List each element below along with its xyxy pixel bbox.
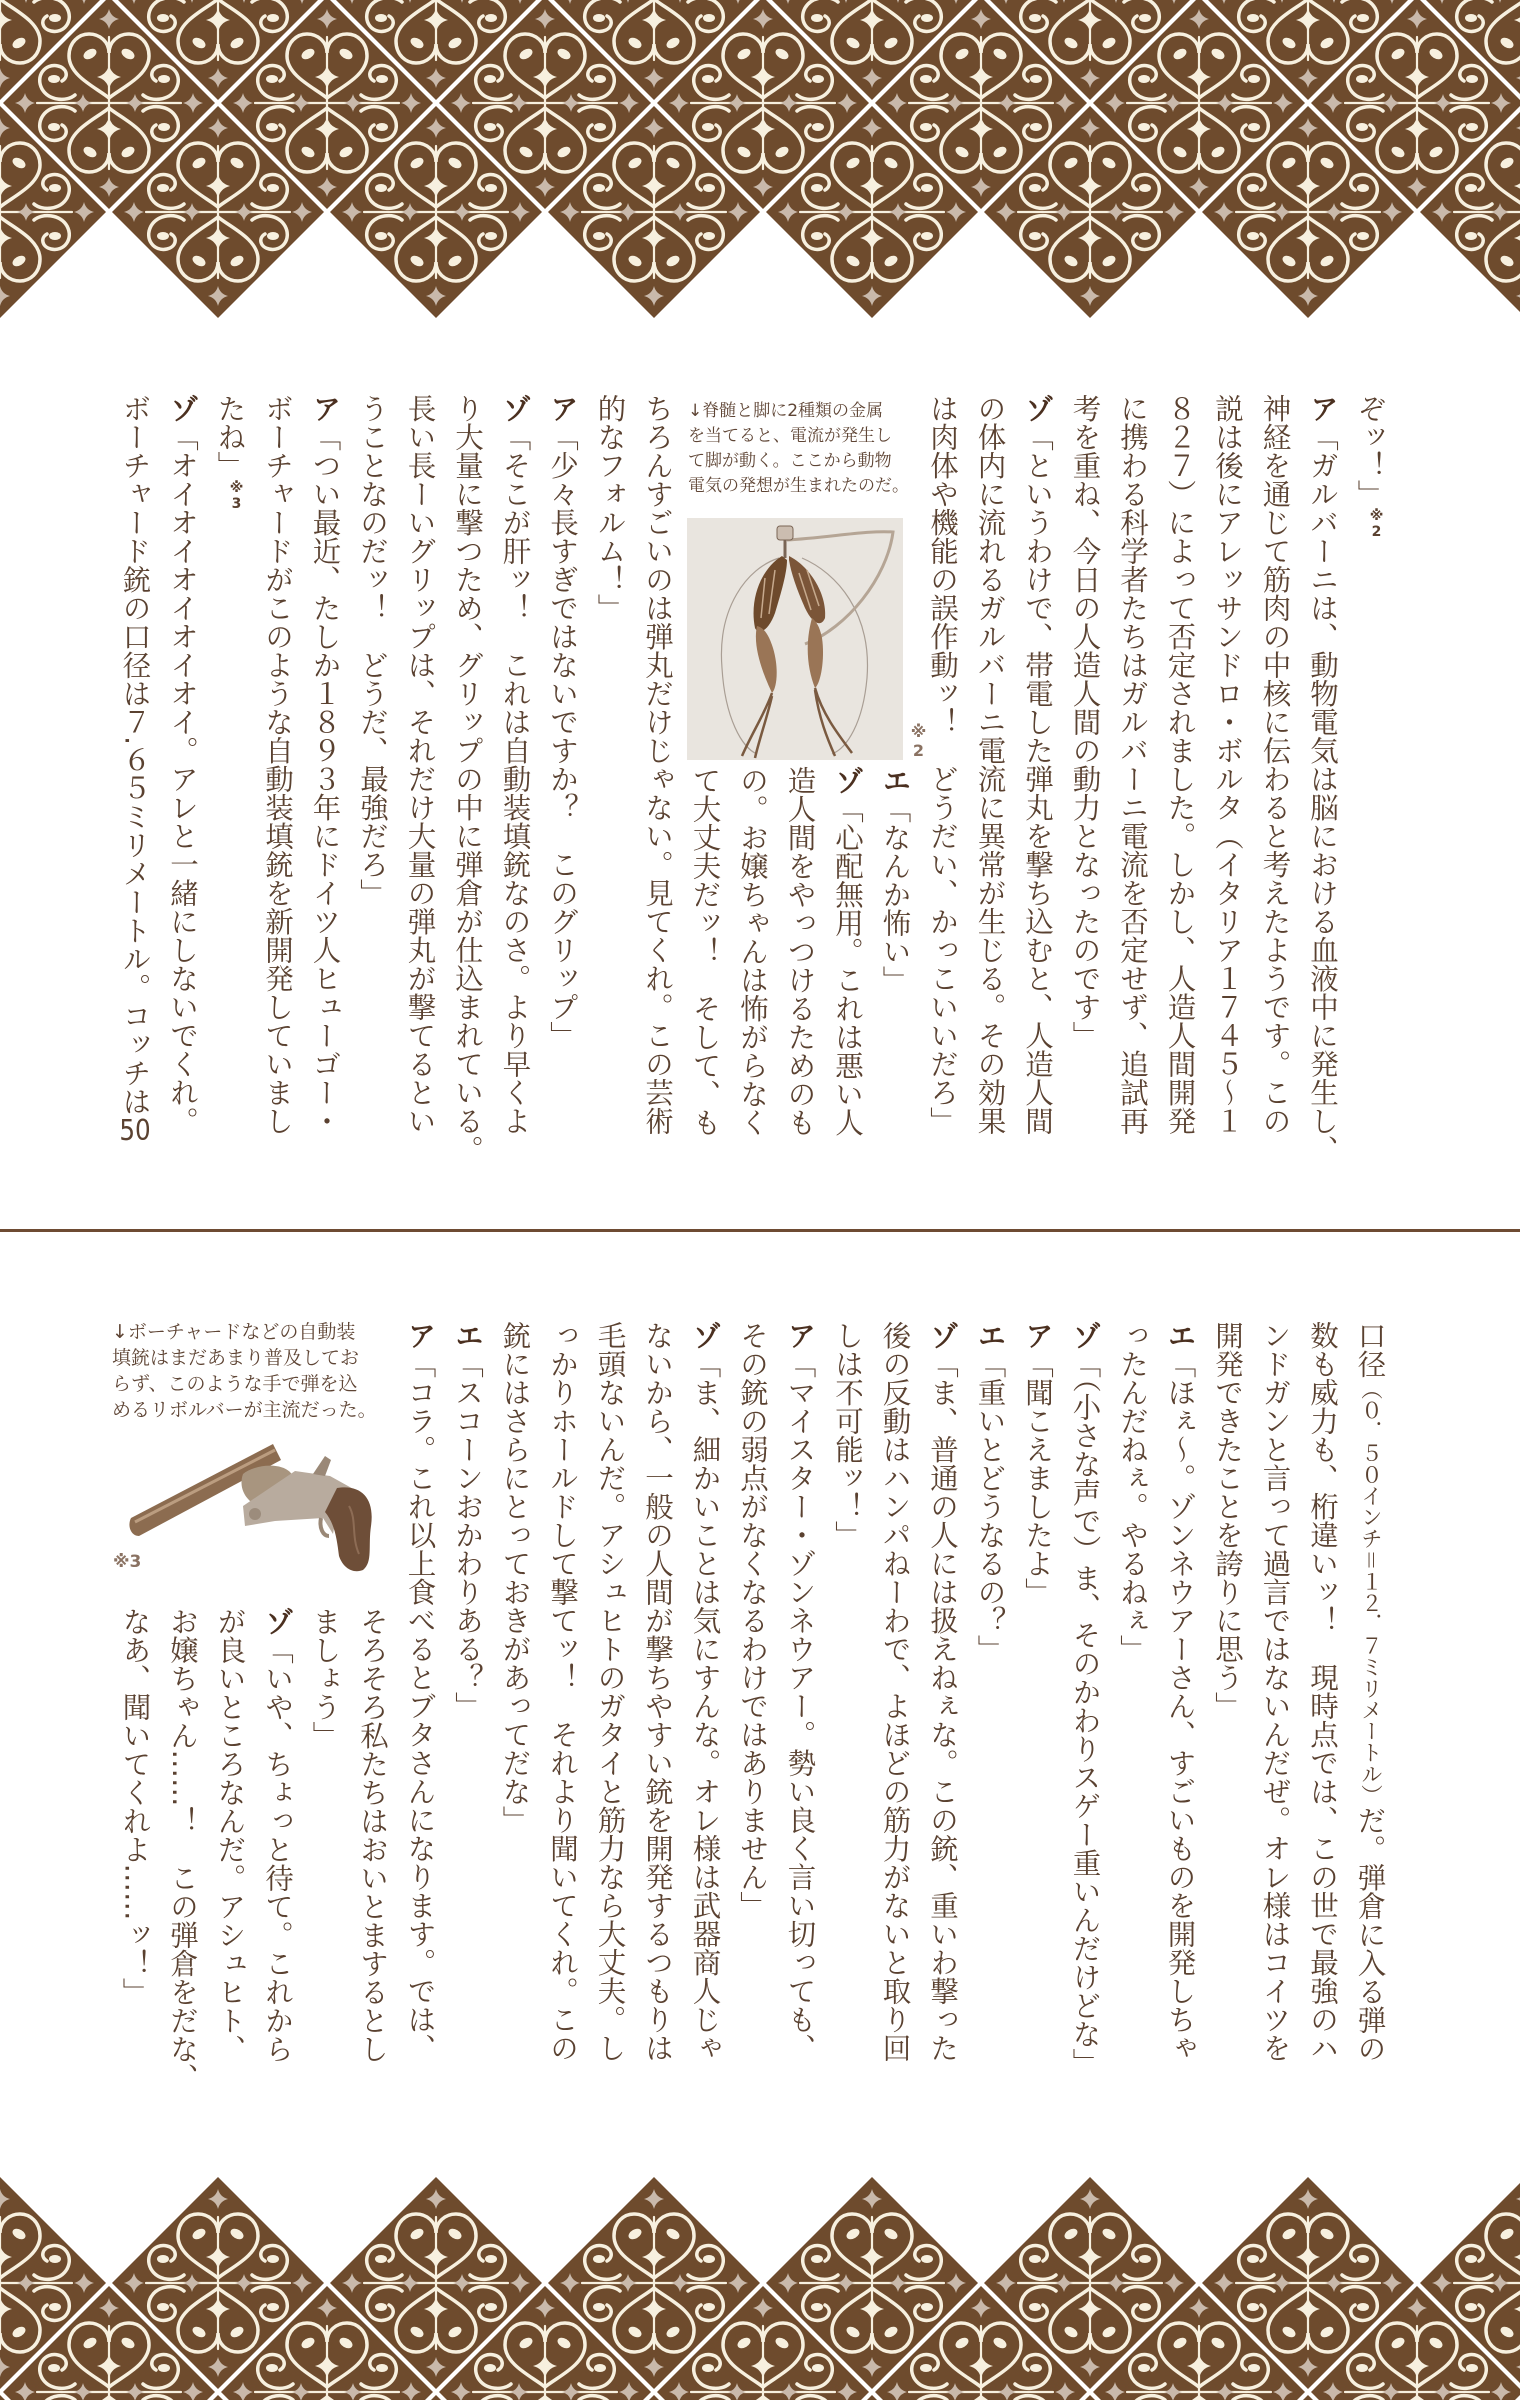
text-column bbox=[308, 394, 342, 1184]
dialogue-text: 「というわけで、帯電した弾丸を撃ち込むと、人造人間 bbox=[1021, 422, 1054, 1135]
text-column bbox=[1213, 1321, 1242, 2111]
text-column bbox=[403, 1321, 437, 2111]
text-column bbox=[403, 394, 437, 1184]
dialogue-text: 「なんか怖い」 bbox=[878, 794, 912, 994]
text-column bbox=[1353, 394, 1387, 1184]
text-column bbox=[928, 394, 957, 1184]
text-column bbox=[783, 1321, 817, 2111]
text-column bbox=[358, 394, 387, 1184]
unit-annotation: （０．５０インチ＝１２．７ミリメートル） bbox=[1357, 1378, 1383, 1806]
speaker-marker: エ bbox=[451, 1321, 484, 1350]
text-column bbox=[1308, 394, 1337, 1184]
frog-legs-illustration bbox=[687, 518, 903, 760]
dialogue-text: 数も威力も、桁違いッ！ 現時点では、この世で最強のハ bbox=[1306, 1321, 1339, 2062]
dialogue-text: ボーチャード銃の口径は７.６５ミリメートル。コッチは bbox=[118, 394, 152, 1116]
dialogue-text: 「そこが肝ッ！ これは自動装填銃なのさ。より早くよ bbox=[498, 422, 532, 1135]
speaker-marker: エ bbox=[973, 1321, 1007, 1350]
text-column bbox=[878, 1321, 912, 2111]
speaker-marker: ア bbox=[1021, 1321, 1054, 1350]
dialogue-text: 「ほぇ〜。ゾンネウアーさん、すごいものを開発しちゃ bbox=[1163, 1349, 1197, 2062]
dialogue-text: 「ま、普通の人には扱えねぇな。この銃、重いわ撃った bbox=[926, 1349, 959, 2062]
text-column bbox=[593, 1321, 627, 2111]
text-column bbox=[1163, 394, 1197, 1184]
dialogue-text: 「マイスター・ゾンネウアー。勢い良く言い切っても、 bbox=[783, 1349, 817, 2062]
dialogue-text: ぞッ！」 bbox=[1353, 394, 1387, 508]
speaker-marker: ゾ bbox=[1068, 1321, 1102, 1350]
text-column bbox=[1068, 1321, 1102, 2111]
dialogue-text: 毛頭ないんだ。アシュヒトのガタイと筋力なら大丈夫。し bbox=[593, 1321, 627, 2062]
figure-caption bbox=[112, 1319, 380, 1423]
text-column bbox=[1213, 394, 1242, 1184]
text-column bbox=[833, 1321, 862, 2111]
figure-caption bbox=[688, 399, 910, 499]
text-column bbox=[548, 1321, 577, 2111]
dialogue-text: 開発できたことを誇りに思う」 bbox=[1211, 1321, 1244, 1720]
text-column bbox=[738, 1321, 767, 2111]
speaker-marker: ア bbox=[308, 394, 342, 423]
dialogue-text: 「いや、ちょっと待て。これから bbox=[261, 1635, 294, 2063]
ornament-tile-icon bbox=[0, 0, 1520, 318]
text-column bbox=[1068, 394, 1102, 1184]
text-column bbox=[1023, 394, 1052, 1184]
speaker-marker: ゾ bbox=[498, 394, 532, 423]
dialogue-text: なあ、聞いてくれよ……ッ！」 bbox=[118, 1607, 152, 2006]
text-column bbox=[213, 394, 247, 1184]
dialogue-text: 神経を通じて筋肉の中核に伝わると考えたようです。この bbox=[1258, 394, 1292, 1135]
caption-line: 電気の発想が生まれたのだ。 bbox=[688, 476, 909, 496]
dialogue-text: 「ま、細かいことは気にすんな。オレ様は武器商人じゃ bbox=[688, 1349, 722, 2062]
dialogue-text: しは不可能ッ！」 bbox=[831, 1321, 864, 1549]
dialogue-text: ましょう」 bbox=[308, 1607, 342, 1750]
text-column bbox=[1258, 394, 1292, 1184]
dialogue-text: だ。弾倉に入る弾の bbox=[1353, 1806, 1387, 2063]
horizontal-number: 50 bbox=[119, 1115, 151, 1145]
dialogue-text: 「ガルバーニは、動物電気は脳における血液中に発生し、 bbox=[1306, 422, 1339, 1164]
dialogue-text: たね」 bbox=[213, 394, 247, 480]
dialogue-text: 長い長ーいグリップは、それだけ大量の弾丸が撃てるとい bbox=[403, 394, 437, 1135]
footnote-mark: ※3 bbox=[228, 479, 245, 512]
ornament-tile-icon bbox=[0, 2177, 1520, 2400]
dialogue-text: ボーチャードがこのような自動装填銃を新開発していまし bbox=[261, 394, 294, 1135]
dialogue-text: 「聞こえましたよ」 bbox=[1021, 1349, 1054, 1606]
dialogue-text: 「スコーンおかわりある？」 bbox=[451, 1349, 484, 1720]
dialogue-text: ンドガンと言って過言ではないんだぜ。オレ様はコイツを bbox=[1258, 1321, 1292, 2062]
text-column bbox=[928, 1321, 957, 2111]
speaker-marker: ゾ bbox=[166, 394, 199, 423]
dialogue-text: その銃の弱点がなくなるわけではありません」 bbox=[736, 1321, 769, 1920]
text-column bbox=[973, 394, 1007, 1184]
text-column bbox=[498, 394, 532, 1184]
dialogue-text: 口径 bbox=[1353, 1321, 1387, 1378]
caption-line: 填銃はまだあまり普及してお bbox=[112, 1347, 360, 1369]
text-column bbox=[453, 394, 482, 1184]
dialogue-text: っかりホールドして撃てッ！ それより聞いてくれ。この bbox=[546, 1321, 579, 2062]
top-ornamental-border bbox=[0, 0, 1520, 330]
dialogue-text: の。お嬢ちゃんは怖がらなく bbox=[736, 766, 769, 1137]
caption-line: らず、このような手で弾を込 bbox=[112, 1373, 358, 1395]
dialogue-text: そろそろ私たちはおいとまするとし bbox=[356, 1607, 389, 2063]
text-column bbox=[1258, 1321, 1292, 2111]
text-column bbox=[168, 394, 197, 1184]
text-column bbox=[263, 394, 292, 1184]
dialogue-text: 説は後にアレッサンドロ・ボルタ（イタリア１７４５～１ bbox=[1211, 394, 1244, 1135]
top-text-section bbox=[0, 394, 1520, 1184]
speaker-marker: ア bbox=[1306, 394, 1339, 423]
text-column bbox=[1308, 1321, 1337, 2111]
footnote-mark: ※3 bbox=[113, 1552, 142, 1572]
caption-line: ↓脊髄と脚に2種類の金属 bbox=[688, 401, 884, 421]
text-column bbox=[1118, 1321, 1147, 2111]
footnote-mark: ※2 bbox=[1368, 508, 1385, 540]
dialogue-text: 「つい最近、たしか１８９３年にドイツ人ヒューゴー・ bbox=[308, 422, 342, 1135]
text-column bbox=[1118, 394, 1147, 1184]
dialogue-text: 「少々長すぎではないですか？ このグリップ」 bbox=[546, 422, 579, 1050]
text-column bbox=[688, 1321, 722, 2111]
dialogue-text: ８２７）によって否定されました。しかし、人造人間開発 bbox=[1163, 394, 1197, 1135]
speaker-marker: ゾ bbox=[1021, 394, 1054, 423]
dialogue-text: の体内に流れるガルバーニ電流に異常が生じる。その効果 bbox=[973, 394, 1007, 1135]
revolver-icon bbox=[125, 1436, 375, 1576]
caption-line: ↓ボーチャードなどの自動装 bbox=[112, 1321, 356, 1343]
dialogue-text: お嬢ちゃん……！ この弾倉をだな、 bbox=[166, 1607, 199, 2092]
dialogue-text: うことなのだッ！ どうだ、最強だろ」 bbox=[356, 394, 389, 907]
caption-line: て脚が動く。ここから動物 bbox=[688, 451, 892, 471]
dialogue-text: ちろんすごいのは弾丸だけじゃない。見てくれ。この芸術 bbox=[641, 394, 674, 1135]
text-column bbox=[643, 394, 672, 1184]
speaker-marker: ゾ bbox=[261, 1607, 294, 1636]
text-column bbox=[593, 394, 627, 1184]
dialogue-text: 的なフォルム！」 bbox=[593, 394, 627, 622]
speaker-marker: エ bbox=[1163, 1321, 1197, 1350]
dialogue-text: 「重いとどうなるの？」 bbox=[973, 1349, 1007, 1663]
dialogue-text: ないから、一般の人間が撃ちやすい銃を開発するつもりは bbox=[641, 1321, 674, 2062]
text-column bbox=[118, 394, 152, 1184]
text-column bbox=[1163, 1321, 1197, 2111]
text-column bbox=[643, 1321, 672, 2111]
text-column bbox=[548, 394, 577, 1184]
dialogue-text: 銃にはさらにとっておきがあってだな」 bbox=[498, 1321, 532, 1834]
bottom-ornamental-border bbox=[0, 2170, 1520, 2400]
text-column bbox=[1023, 1321, 1052, 2111]
dialogue-text: 「（小さな声で）ま、そのかわりスゲー重いんだけどな」 bbox=[1068, 1349, 1102, 2077]
caption-line: を当てると、電流が発生し bbox=[688, 426, 892, 446]
dialogue-text: は肉体や機能の誤作動ッ！ どうだい、かっこいいだろ」 bbox=[926, 394, 959, 1135]
dialogue-text: 造人間をやっつけるためのも bbox=[783, 766, 817, 1137]
speaker-marker: ア bbox=[403, 1321, 437, 1350]
dialogue-text: 考を重ね、今日の人造人間の動力となったのです」 bbox=[1068, 394, 1102, 1050]
revolver-illustration bbox=[125, 1436, 375, 1576]
dialogue-text: り大量に撃つため、グリップの中に弾倉が仕込まれている。 bbox=[451, 394, 484, 1164]
speaker-marker: ア bbox=[546, 394, 579, 423]
section-divider bbox=[0, 1229, 1520, 1232]
dialogue-text: 「コラ。これ以上食べるとブタさんになります。では、 bbox=[403, 1349, 437, 2062]
speaker-marker: ゾ bbox=[688, 1321, 722, 1350]
frog-legs-icon bbox=[687, 518, 903, 760]
dialogue-text: 「オイオイオイオイオイ。アレと一緒にしないでくれ。 bbox=[166, 422, 199, 1135]
dialogue-text: が良いところなんだ。アシュヒト、 bbox=[213, 1607, 247, 2063]
text-column bbox=[973, 1321, 1007, 2111]
dialogue-text: に携わる科学者たちはガルバーニ電流を否定せず、追試再 bbox=[1116, 394, 1149, 1135]
text-column bbox=[498, 1321, 532, 2111]
caption-line: めるリボルバーが主流だった。 bbox=[112, 1399, 377, 1421]
dialogue-text: ったんだねぇ。やるねぇ」 bbox=[1116, 1321, 1149, 1663]
dialogue-text: て大丈夫だッ！ そして、も bbox=[688, 766, 722, 1137]
text-column bbox=[453, 1321, 482, 2111]
speaker-marker: ゾ bbox=[926, 1321, 959, 1350]
speaker-marker: ゾ bbox=[831, 766, 864, 795]
footnote-mark: ※2 bbox=[909, 722, 928, 760]
dialogue-text: 「心配無用。これは悪い人 bbox=[831, 794, 864, 1137]
dialogue-text: 後の反動はハンパねーわで、よほどの筋力がないと取り回 bbox=[878, 1321, 912, 2062]
speaker-marker: エ bbox=[878, 766, 912, 795]
text-column bbox=[1353, 1321, 1387, 2111]
speaker-marker: ア bbox=[783, 1321, 817, 1350]
